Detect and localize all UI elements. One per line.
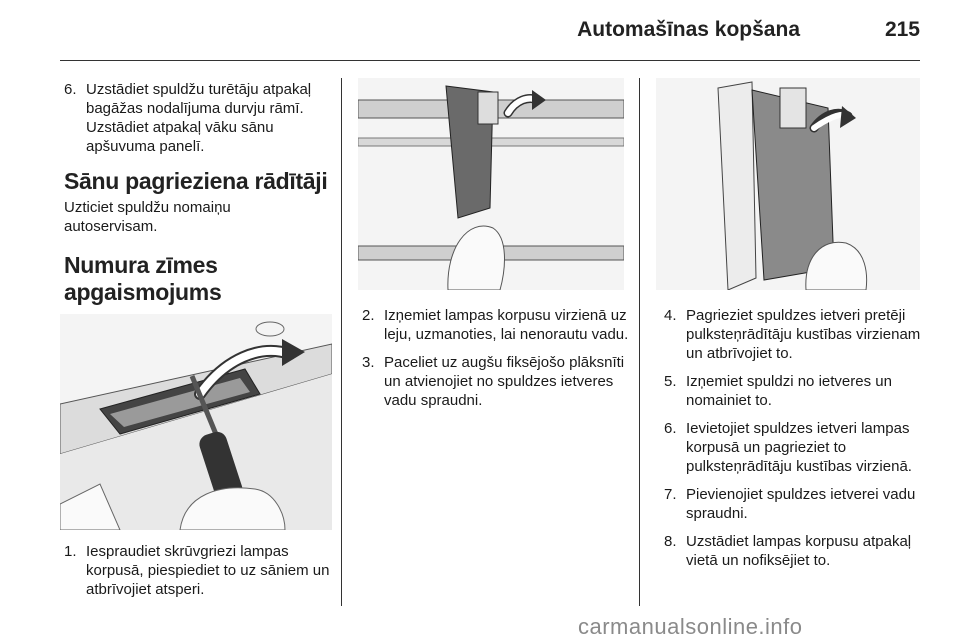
watermark: carmanualsonline.info xyxy=(578,614,803,639)
running-header-title: Automašīnas kopšana xyxy=(577,18,800,41)
column-1-top xyxy=(64,80,332,306)
step-text: Pagrieziet spuldzes ietveri pretēji pulksteņrādītāju kustības virzienam un atbrīvojiet to. xyxy=(686,307,921,362)
paragraph: Uzticiet spuldžu nomaiņu autoservisam. xyxy=(64,199,231,235)
list-item xyxy=(664,485,926,523)
illustration-lamp-housing-removal xyxy=(358,78,624,290)
step-text: Pievienojiet spuldzes ietverei vadu spraudni. xyxy=(686,486,916,522)
step-text: Izņemiet spuldzi no ietveres un nomainiet to. xyxy=(686,373,892,409)
section-heading: Numura zīmes apgaismojums xyxy=(64,252,222,305)
column-divider-1 xyxy=(341,78,342,606)
illustration-bulb-holder-rotation xyxy=(656,78,920,290)
list-item xyxy=(362,353,630,410)
step-number: 4. xyxy=(664,307,677,324)
column-1-bottom xyxy=(64,542,332,608)
step-number: 3. xyxy=(362,354,375,371)
step-number: 7. xyxy=(664,486,677,503)
illustration-license-lamp-screwdriver xyxy=(60,314,332,530)
step-text: Ievietojiet spuldzes ietveri lampas korpusā un pagrieziet to pulksteņrādītāju kustības virzienā. xyxy=(686,420,912,475)
header-rule xyxy=(60,60,920,61)
step-number: 8. xyxy=(664,533,677,550)
step-text: Uzstādiet lampas korpusu atpakaļ vietā un nofiksējiet to. xyxy=(686,533,912,569)
step-number: 2. xyxy=(362,307,375,324)
section-heading: Sānu pagrieziena rādītāji xyxy=(64,168,328,194)
step-number: 6. xyxy=(664,420,677,437)
list-item xyxy=(64,80,332,156)
list-item xyxy=(664,532,926,570)
column-3 xyxy=(664,306,926,579)
step-number: 5. xyxy=(664,373,677,390)
list-item xyxy=(664,419,926,476)
list-item xyxy=(362,306,630,344)
step-number: 6. xyxy=(64,81,77,98)
step-number: 1. xyxy=(64,543,77,560)
step-text: Iespraudiet skrūvgriezi lampas korpusā, piespiediet to uz sāniem un atbrīvojiet atsperi. xyxy=(86,543,330,598)
page-number: 215 xyxy=(884,18,920,41)
list-item xyxy=(664,306,926,363)
column-2 xyxy=(362,306,630,419)
step-text: Paceliet uz augšu fiksējošo plāksnīti un atvienojiet no spuldzes ietveres vadu spraudni. xyxy=(384,354,625,409)
step-text: Izņemiet lampas korpusu virzienā uz leju, uzmanoties, lai nenorautu vadu. xyxy=(384,307,629,343)
list-item xyxy=(64,542,332,599)
column-divider-2 xyxy=(639,78,640,606)
list-item xyxy=(664,372,926,410)
step-text: Uzstādiet spuldžu turētāju atpakaļ bagāžas nodalījuma durvju rāmī. Uzstādiet atpakaļ vāku sānu apšuvuma panelī. xyxy=(86,81,312,155)
